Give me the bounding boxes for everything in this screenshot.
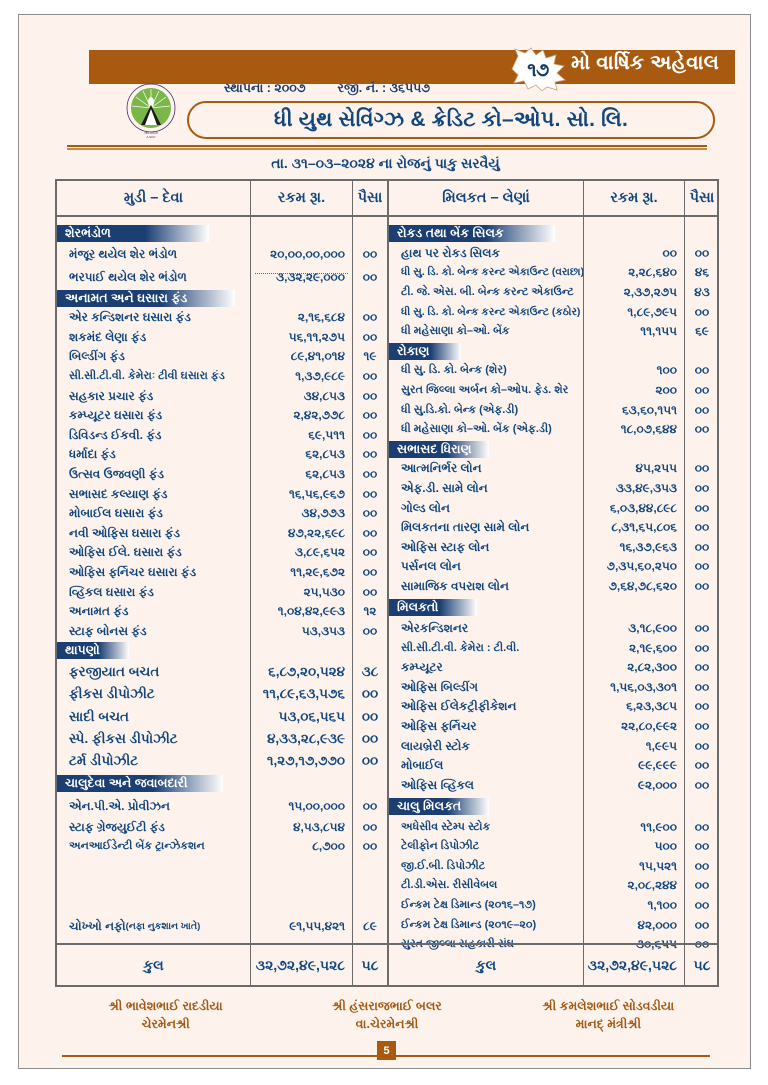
row-paisa: ૦૦ [361, 708, 379, 724]
established-label: સ્થાપના : ૨૦૦૭ [224, 81, 306, 95]
signatories [55, 997, 719, 1033]
row-paisa: ૦૦ [694, 304, 710, 319]
assets-side [389, 181, 719, 985]
assets-header-row [389, 181, 719, 217]
row-paisa: ૦૦ [362, 447, 378, 462]
row-amount: ૫૦૦ [654, 839, 677, 854]
section-paisa-spacer [685, 596, 719, 618]
row-amount: ૪૫,૨૫૫ [635, 461, 677, 476]
row-label: જી.ઈ.બી. ડિપોઝીટ [401, 859, 486, 872]
section-header-label: ચાલુદેવા અને જવાબદારી [57, 775, 223, 792]
row-amount: ૬૯,૫૧૧ [308, 427, 345, 442]
row-amount: ૬૩,૬૦,૧૫૧ [622, 402, 677, 417]
row-label: સહકાર પ્રચાર ફંડ [69, 388, 154, 403]
row-amount: ૧૮,૦૭,૬૪૪ [620, 422, 677, 437]
row-amount: ૨,૪૨,૭૭૮ [293, 408, 345, 423]
section-amount-spacer [251, 773, 352, 795]
row-paisa: ૦૦ [694, 839, 710, 854]
liabilities-paisa-header: પૈસા [352, 181, 387, 215]
section-amount-spacer [251, 641, 352, 661]
row-paisa: ૦૦ [362, 545, 378, 560]
row-label: લાયબ્રેરી સ્ટોક [401, 738, 470, 753]
row-amount: ૪,૫૩,૮૫૪ [293, 819, 345, 834]
row-paisa: ૦૦ [694, 402, 710, 417]
liabilities-side [57, 181, 389, 985]
row-label: મોબાઈલ [401, 758, 444, 773]
row-label: ઓફિસ બિલ્ડીંગ [401, 679, 478, 694]
row-paisa: ૧૯ [363, 349, 377, 364]
signatory-chairman [55, 997, 276, 1033]
row-paisa: ૧૨ [363, 604, 377, 619]
row-paisa: ૦૦ [362, 329, 378, 344]
section-header-label: રોકડ તથા બેંક સિલક [389, 225, 555, 242]
row-label: અનામત ફંડ [69, 604, 129, 619]
row-amount: ૯૧,૫૫,૪૨૧ [289, 918, 345, 933]
row-label: એન.પી.એ. પ્રોવીઝન [69, 798, 170, 813]
row-amount: ૧૧,૨૯,૬૭૨ [290, 564, 345, 579]
row-label: સ્ટાફ ગ્રેજયુઈટી ફંડ [69, 819, 165, 834]
section-header-row [389, 224, 583, 244]
row-amount: ૮,૭૦૦ [312, 839, 345, 854]
row-paisa: ૦૦ [694, 620, 710, 635]
signatory-title: માનદ્ મંત્રીશ્રી [575, 1016, 642, 1031]
row-label: સી.સી.ટી.વી. કેમેરા : ટી.વી. [401, 641, 520, 654]
row-amount: ૮,૩૧,૬૫,૮૦૬ [611, 520, 677, 535]
row-label: અધેસીવ સ્ટેમ્પ સ્ટોક [401, 820, 491, 833]
anniversary-number: ૧૭ [527, 60, 549, 81]
row-label: નવી ઓફિસ ઘસારા ફંડ [69, 525, 180, 540]
row-label: સ્પે. ફીકસ ડીપોઝીટ [69, 731, 178, 747]
spacer-row [57, 857, 250, 917]
row-label: કમ્પ્યૂટર ઘસારા ફંડ [69, 408, 163, 423]
row-amount: ૩,૮૯,૬૫૨ [294, 545, 345, 560]
liabilities-col-header: મુડી – દેવા [123, 190, 184, 206]
row-label: મંજૂર થયેલ શેર ભંડોળ [69, 247, 178, 262]
row-paisa: ૦૦ [694, 679, 710, 694]
row-label: શકમંદ લેણા ફંડ [69, 329, 147, 344]
signatory-name: શ્રી કમલેશભાઈ સોડવડીયા [542, 999, 675, 1013]
row-paisa: ૦૦ [362, 427, 378, 442]
row-paisa: ૦૦ [362, 839, 378, 854]
row-paisa: ૪૩ [694, 285, 710, 300]
row-label: મોબાઈલ ઘસારા ફંડ [69, 506, 163, 521]
row-amount: ૧,૮૯,૭૯૫ [627, 304, 677, 319]
row-label: ધર્માદા ફંડ [69, 447, 116, 462]
liabilities-rupee-header: રકમ રૂા. [250, 181, 352, 215]
row-paisa: ૦૦ [362, 525, 378, 540]
row-amount: ૨,૮૨,૩૦૦ [627, 660, 677, 675]
section-paisa-spacer [353, 288, 387, 308]
row-amount: ૧૫,૦૦,૦૦૦ [288, 798, 345, 813]
assets-labels-column [389, 217, 585, 951]
anniversary-badge [509, 47, 567, 91]
row-amount: ૭,૬૪,૭૮,૬૨૦ [608, 578, 677, 593]
row-label: ફીકસ ડીપોઝીટ [69, 686, 155, 702]
assets-total-paisa: ૫૮ [684, 945, 719, 985]
row-paisa: ૦૦ [362, 247, 378, 262]
row-paisa: ૦૦ [362, 798, 378, 813]
row-amount: ૨૦,૦૦,૦૦,૦૦૦ [270, 247, 345, 262]
section-paisa-spacer [685, 342, 719, 362]
row-paisa: ૦૦ [362, 310, 378, 325]
row-paisa: ૬૯ [695, 324, 709, 339]
row-amount: ૧૬,૩૭,૯૬૩ [619, 539, 677, 554]
balance-sheet-subtitle: તા. ૩૧–૦૩–૨૦૨૪ ના રોજનું પાકુ સરવૈયું [271, 155, 500, 171]
row-paisa: ૦૦ [362, 388, 378, 403]
signatory-title: વા.ચેરમેનશ્રી [355, 1016, 419, 1031]
row-paisa: ૦૦ [694, 777, 710, 792]
liabilities-paisa-column [352, 217, 387, 945]
row-amount: ૨,૧૯,૬૦૦ [629, 640, 677, 655]
row-paisa: ૦૦ [362, 467, 378, 482]
assets-rupee-column [583, 217, 684, 952]
section-amount-spacer [584, 342, 684, 362]
row-label: ફરજીયાત બચત [69, 663, 160, 679]
section-header-row [57, 641, 250, 661]
assets-total-row [389, 943, 719, 985]
row-amount: ૧,૦૪,૪૨,૯૯૩ [277, 604, 345, 619]
row-label: પર્સનલ લોન [401, 559, 461, 574]
row-amount: ૬૨,૮૫૩ [305, 467, 345, 482]
section-paisa-spacer [685, 795, 719, 817]
anniversary-title: મો વાર્ષિક અહેવાલ [571, 52, 720, 74]
society-name: ધી યુથ સેવિંગ્ઝ & ક્રેડિટ કો–ઓપ. સો. લિ. [273, 108, 629, 131]
section-paisa-spacer [353, 641, 387, 661]
row-amount: ૨૫,૫૩૦ [303, 584, 345, 599]
row-label: ગોલ્ડ લોન [401, 500, 450, 515]
row-paisa: ૦૦ [694, 539, 710, 554]
section-amount-spacer [251, 288, 352, 308]
row-paisa: ૦૦ [694, 500, 710, 515]
row-amount: ૧,૧૦૦ [647, 898, 677, 913]
row-paisa: ૦૦ [694, 660, 710, 675]
row-amount: ૨૨,૮૦,૯૯૨ [621, 718, 677, 733]
row-amount: ૬,૨૩,૩૮૫ [626, 699, 677, 714]
row-paisa: ૦૦ [694, 917, 710, 932]
row-amount: ૩૪,૮૫૩ [303, 388, 345, 403]
row-paisa: ૦૦ [362, 564, 378, 579]
row-amount: ૯૨,૦૦૦ [637, 777, 677, 792]
row-label: ઈન્કમ ટેક્ષ ડિમાન્ડ (૨૦૧૬–૧૭) [401, 899, 536, 912]
row-paisa: ૦૦ [694, 383, 710, 398]
row-label: ધી મહેસાણા કો–ઓ. બેંક [401, 325, 510, 338]
row-paisa: ૦૦ [694, 559, 710, 574]
row-label: ધી મહેસાણા કો–ઓ. બેંક (એફ.ડી) [401, 423, 552, 436]
row-paisa: ૦૦ [694, 898, 710, 913]
section-header-label: અનામત અને ઘસારા ફંડ [57, 290, 235, 307]
row-paisa: ૦૦ [694, 481, 710, 496]
liabilities-total-paisa: ૫૮ [352, 945, 387, 985]
signatory-name: શ્રી ભાવેશભાઈ રાદડીયા [108, 999, 223, 1013]
row-amount: ૧૦૦ [656, 363, 677, 378]
row-amount: ૭,૩૫,૬૦,૨૫૦ [606, 559, 677, 574]
row-amount: ૦૦ [662, 245, 677, 260]
row-label: સભાસદ કલ્યાણ ફંડ [69, 486, 168, 501]
row-label: અનઆઈડેન્ટી બેંક ટ્રાન્ઝેકશન [69, 840, 205, 853]
section-header-row [57, 224, 250, 244]
row-label-note: (નફા નુકશાન ખાતે) [125, 920, 201, 932]
section-amount-spacer [584, 224, 684, 244]
row-label: એફ.ડી. સામે લોન [401, 481, 488, 496]
assets-paisa-header: પૈસા [684, 181, 719, 215]
row-amount: ૧૧,૯૦૦ [640, 819, 677, 834]
spacer-row [353, 857, 387, 917]
society-name-pill [187, 101, 715, 139]
row-amount: ૬,૮૭,૨૦,૫૨૪ [268, 663, 345, 679]
row-amount: ૪૨,૦૦૦ [637, 917, 677, 932]
row-amount: ૮૯,૪૧,૦૧૪ [290, 349, 345, 364]
row-label: કમ્પ્યૂટર [401, 660, 443, 675]
row-label: હાથ પર રોકડ સિલક [401, 245, 500, 260]
assets-rupee-header: રકમ રૂા. [583, 181, 684, 215]
row-label: ધી સુ. ડિ. કો. બેન્ક કરન્ટ એકાઉન્ટ (કઠોર) [401, 305, 581, 318]
signatory-title: ચેરમેનશ્રી [141, 1016, 190, 1031]
row-paisa: ૦૦ [694, 363, 710, 378]
row-amount: ૨,૦૮,૨૪૪ [627, 878, 677, 893]
row-paisa: ૦૦ [694, 699, 710, 714]
dotted-separator [255, 273, 348, 274]
row-amount: ૨૦૦ [655, 383, 677, 398]
row-label: ડિવિડન્ડ ઈકવી. ફંડ [69, 427, 162, 442]
row-paisa: ૦૦ [694, 858, 710, 873]
row-label: ઓફિસ ફર્નિચર [401, 718, 477, 733]
row-paisa: ૪૬ [694, 265, 710, 280]
assets-body [389, 217, 719, 952]
row-paisa: ૮૯ [363, 918, 377, 933]
row-amount: ૪,૩૩,૨૮,૯૩૯ [267, 731, 345, 747]
row-paisa: ૦૦ [694, 640, 710, 655]
row-amount: ૩૦,૬૫૫ [635, 937, 677, 952]
assets-total-label: કુલ [475, 956, 497, 973]
row-paisa: ૦૦ [694, 578, 710, 593]
row-label: ઓફિસ ફર્નિચર ઘસારા ફંડ [69, 564, 197, 579]
row-label: ઓફિસ વ્હિકલ [401, 777, 474, 792]
row-amount: ૨,૨૮,૬૪૦ [628, 265, 677, 280]
row-label: સ્ટાફ બોનસ ફંડ [69, 623, 147, 638]
row-label: આત્મનિર્ભર લોન [401, 461, 482, 476]
row-paisa: ૦૦ [694, 520, 710, 535]
row-paisa: ૦૦ [362, 819, 378, 834]
row-amount: ૬૨,૮૫૩ [305, 447, 345, 462]
section-header-row [389, 342, 583, 362]
row-label: સામાજિક વપરાશ લોન [401, 578, 509, 593]
row-paisa: ૦૦ [362, 584, 378, 599]
row-label: ઓફિસ ઈલે. ઘસારા ફંડ [69, 545, 182, 560]
section-header-row [57, 773, 250, 795]
signatory-secretary [498, 997, 719, 1033]
row-amount: ૩૩,૪૯,૩૫૩ [615, 481, 677, 496]
row-paisa: ૦૦ [694, 878, 710, 893]
section-amount-spacer [584, 795, 684, 817]
section-header-row [389, 440, 583, 460]
row-label: એર કન્ડિશનર ઘસારા ફંડ [69, 310, 191, 325]
society-logo-icon [123, 81, 179, 141]
signatory-vice-chairman [276, 997, 497, 1033]
section-paisa-spacer [685, 224, 719, 244]
row-paisa: ૦૦ [694, 937, 710, 952]
row-label: ટી. જે. એસ. બી. બેન્ક કરન્ટ એકાઉન્ટ [401, 286, 574, 299]
section-header-label: ચાલુ મિલકત [389, 798, 489, 815]
section-header-label: થાપણો [57, 642, 129, 659]
row-paisa: ૦૦ [361, 753, 379, 769]
row-paisa: ૦૦ [362, 269, 378, 284]
row-amount: ૬,૦૩,૪૪,૮૯૮ [609, 500, 677, 515]
spacer-row [251, 857, 352, 917]
row-paisa: ૦૦ [362, 369, 378, 384]
row-paisa: ૦૦ [361, 731, 379, 747]
row-amount: ૧૫,૫૨૧ [639, 858, 677, 873]
section-header-label: સભાસદ ધિરાણ [389, 441, 489, 458]
row-label: ભરપાઈ થયેલ શેર ભંડોળ [69, 269, 187, 284]
row-label: સાદી બચત [69, 708, 129, 724]
section-header-row [57, 288, 250, 308]
row-label: એરકન્ડિશનર [401, 620, 469, 635]
signatory-name: શ્રી હંસરાજભાઈ બલર [332, 999, 442, 1013]
row-amount: ૨,૧૬,૬૮૪ [297, 310, 345, 325]
section-amount-spacer [584, 440, 684, 460]
row-label: ધી સુ. ડિ. કો. બેન્ક (શેર) [401, 364, 507, 377]
row-paisa: ૦૦ [694, 422, 710, 437]
liabilities-labels-column [57, 217, 250, 945]
header-divider [67, 145, 707, 150]
row-label: સી.સી.ટી.વી. કેમેરાઃ ટીવી ઘસારા ફંડ [69, 370, 225, 383]
section-header-label: શેરભંડોળ [57, 225, 209, 242]
row-paisa: ૦૦ [694, 758, 710, 773]
row-amount: ૫૩,૩૫૩ [301, 623, 345, 638]
liabilities-total-row [57, 943, 387, 985]
row-label: ટી.ડી.એસ. રીસીવેબલ [401, 879, 498, 892]
registration-line [224, 81, 430, 96]
row-paisa: ૦૦ [362, 408, 378, 423]
row-label: ચોખ્ખો નફો (નફા નુકશાન ખાતે) [69, 918, 201, 933]
row-label: ઓફિસ સ્ટાફ લોન [401, 539, 490, 554]
section-header-label: રોકાણ [389, 343, 461, 360]
row-paisa: ૦૦ [694, 718, 710, 733]
row-label: સુરત જીલ્લા સહકારી સંઘ [401, 938, 514, 951]
row-paisa: ૦૦ [362, 486, 378, 501]
row-paisa: ૦૦ [694, 245, 710, 260]
report-page [18, 14, 751, 1069]
row-label: ટર્મ ડીપોઝીટ [69, 753, 139, 769]
row-label: ધી સુ.ડિ.કો. બેન્ક (એફ.ડી) [401, 403, 519, 416]
row-amount: ૧૧,૧૫૫ [640, 324, 677, 339]
row-paisa: ૦૦ [362, 623, 378, 638]
row-amount: ૩૪,૭૭૩ [301, 506, 345, 521]
assets-paisa-column [684, 217, 719, 952]
row-amount: ૧,૯૯૫ [645, 738, 677, 753]
section-header-row [389, 596, 583, 618]
row-amount: ૫૬,૧૧,૨૭૫ [288, 329, 345, 344]
balance-sheet-table [55, 179, 719, 987]
row-amount: ૪૭,૨૨,૬૯૮ [288, 525, 345, 540]
page-number: 5 [377, 1041, 396, 1060]
liabilities-body [57, 217, 387, 945]
section-header-row [389, 795, 583, 817]
row-amount: ૧,૫૬,૦૩,૩૦૧ [610, 679, 677, 694]
row-paisa: ૦૦ [362, 506, 378, 521]
row-paisa: ૦૦ [694, 738, 710, 753]
row-amount: ૧,૩૭,૯૮૯ [295, 369, 345, 384]
registration-number: રજી. નં. : ૩૬૫૫૭ [337, 81, 431, 95]
section-paisa-spacer [353, 773, 387, 795]
row-amount: ૫૩,૦૬,૫૬૫ [278, 708, 345, 724]
row-amount: ૧,૨૭,૧૭,૭૭૦ [266, 753, 345, 769]
row-paisa: ૦૦ [694, 461, 710, 476]
section-paisa-spacer [685, 440, 719, 460]
svg-text:સ્થા.૨૦૦૭: સ્થા.૨૦૦૭ [144, 131, 158, 135]
row-label: બિલ્ડીંગ ફંડ [69, 349, 125, 364]
row-paisa: ૦૦ [361, 686, 379, 702]
row-amount: ૧૧,૮૯,૬૩,૫૭૬ [262, 686, 345, 702]
section-amount-spacer [251, 224, 352, 244]
liabilities-header-row [57, 181, 387, 217]
assets-col-header: મિલકત – લેણાં [442, 190, 530, 206]
row-label: ધી સુ. ડિ. કો. બેન્ક કરન્ટ એકાઉન્ટ (વરાછા) [401, 266, 585, 279]
row-paisa: ૦૦ [694, 819, 710, 834]
row-paisa: ૩૮ [361, 663, 379, 679]
row-label: ઉત્સવ ઉજવણી ફંડ [69, 467, 164, 482]
row-label: ઈન્કમ ટેક્ષ ડિમાન્ડ (૨૦૧૯–૨૦) [401, 918, 537, 931]
row-amount: ૩,૧૮,૯૦૦ [628, 620, 677, 635]
row-amount: ૯૯,૯૯૯ [638, 758, 677, 773]
row-label: ટેલીફોન ડિપોઝીટ [401, 840, 480, 853]
row-label: મિલકતના તારણ સામે લોન [401, 520, 530, 535]
row-label: ઓફિસ ઈલેકટ્રીફીકેશન [401, 699, 517, 714]
liabilities-total-label: કુલ [143, 956, 164, 973]
svg-text:A.SCC: A.SCC [146, 135, 156, 139]
assets-total-rupee: ૩૨,૭૨,૪૯,૫૨૮ [583, 945, 684, 985]
liabilities-rupee-column [250, 217, 352, 945]
row-label: વ્હિકલ ઘસારા ફંડ [69, 584, 154, 599]
row-amount: ૨,૩૭,૨૭૫ [623, 285, 677, 300]
liabilities-total-rupee: ૩૨,૭૨,૪૯,૫૨૮ [250, 945, 352, 985]
section-amount-spacer [584, 596, 684, 618]
row-amount: ૩,૩૨,૨૯,૦૦૦ [276, 269, 345, 284]
row-label: સુરત જિલ્લા અર્બન કો–ઓપ. ફેડ. શેર [401, 384, 569, 397]
section-paisa-spacer [353, 224, 387, 244]
row-amount: ૧૬,૫૬,૯૬૭ [288, 486, 345, 501]
section-header-label: મિલકતો [389, 599, 477, 616]
